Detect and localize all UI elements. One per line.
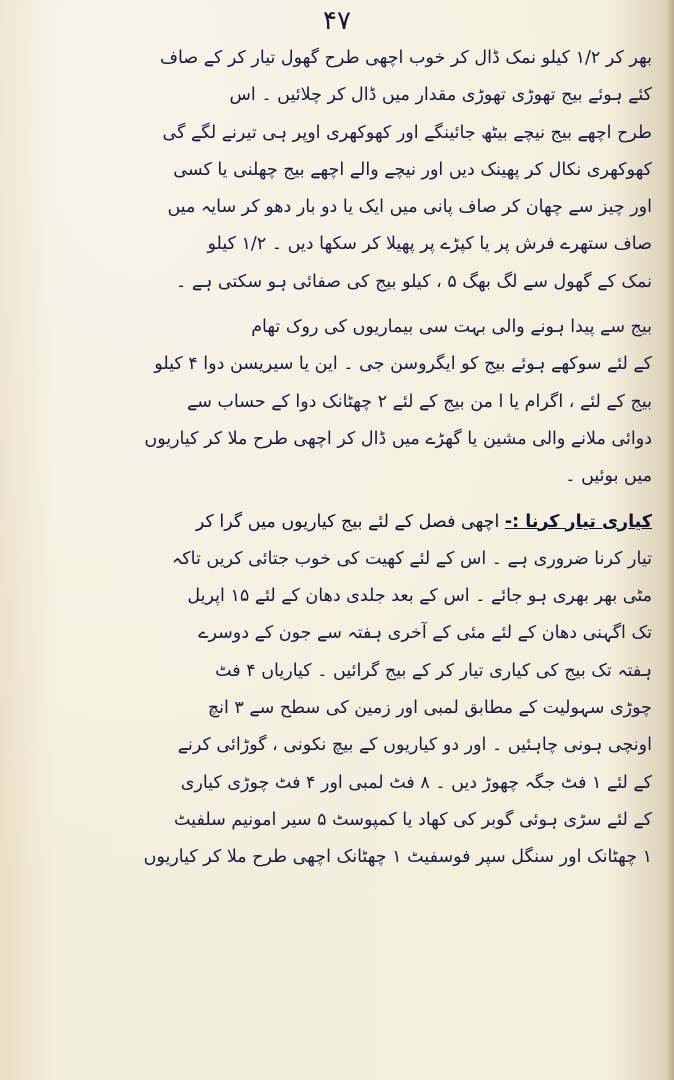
text-line: اونچی ہونی چاہئیں ۔ اور دو کیاریوں کے بیچ نکونی ، گوڑائی کرنے [177, 735, 652, 756]
section-heading-term: کیاری تیار کرنا :- [504, 511, 652, 532]
text-line: چوڑی سہولیت کے مطابق لمبی اور زمین کی سطح سے ۳ انچ [207, 698, 652, 719]
text-line: ۱ چھٹانک اور سنگل سپر فوسفیٹ ۱ چھٹانک اچھی طرح ملا کر کیاریوں [143, 847, 652, 868]
page-number: ۴۷ [323, 6, 351, 36]
body-text [26, 40, 652, 877]
text-line: کھوکھری نکال کر پھینک دیں اور نیچے والے اچھے بیج چھلنی یا کسی [173, 159, 652, 180]
text-line: اور چیز سے چھان کر صاف پانی میں ایک یا دو بار دھو کر سایہ میں [167, 197, 652, 218]
text-line: تک اگہنی دھان کے لئے مئی کے آخری ہفتہ سے جون کے دوسرے [198, 623, 652, 644]
text-line: کے لئے ۱ فٹ جگہ چھوڑ دیں ۔ ۸ فٹ لمبی اور ۴ فٹ چوڑی کیاری [180, 772, 652, 793]
text-line: دوائی ملانے والی مشین یا گھڑے میں ڈال کر اچھی طرح ملا کر کیاریوں [144, 428, 652, 449]
text-line: کئے ہوئے بیج تھوڑی تھوڑی مقدار میں ڈال کر چلائیں ۔ اس [229, 85, 652, 106]
text-line: میں بوئیں ۔ [565, 466, 652, 487]
page-edge-shadow [666, 0, 674, 1080]
text-line: بھر کر ۱/۲ کیلو نمک ڈال کر خوب اچھی طرح گھول تیار کر کے صاف [159, 48, 652, 68]
text-line: صاف ستھرے فرش پر یا کپڑے پر پھیلا کر سکھا دیں ۔ ۱/۲ کیلو [207, 234, 652, 255]
text-line: بیج کے لئے ، اگرام یا ا من بیج کے لئے ۲ چھٹانک دوا کے حساب سے [186, 391, 652, 412]
text-line: طرح اچھے بیج نیچے بیٹھ جائینگے اور کھوکھری اوپر ہی تیرنے لگے گی [162, 122, 652, 143]
text-line: مٹی بھر بھری ہو جائے ۔ اس کے بعد جلدی دھان کے لئے ۱۵ اپریل [187, 586, 652, 607]
text-line: کے لئے سوکھے ہوئے بیج کو ایگروسن جی ۔ این یا سیریسن دوا ۴ کیلو [154, 354, 652, 375]
text-line: کے لئے سڑی ہوئی گوبر کی کھاد یا کمپوسٹ ۵ سیر امونیم سلفیٹ [174, 809, 652, 830]
text-line: تیار کرنا ضروری ہے ۔ اس کے لئے کھیت کی خوب جتائی کریں تاکہ [172, 548, 652, 569]
text-line: ہفتہ تک بیج کی کیاری تیار کر کے بیج گرائیں ۔ کیاریاں ۴ فٹ [215, 660, 652, 681]
section-heading-line [26, 504, 652, 541]
text-line: نمک کے گھول سے لگ بھگ ۵ ، کیلو بیج کی صفائی ہو سکتی ہے ۔ [176, 271, 652, 292]
section-heading-rest: اچھی فصل کے لئے بیج کیاریوں میں گرا کر [195, 511, 505, 532]
text-line: بیج سے پیدا ہونے والی بہت سی بیماریوں کی روک تھام [251, 317, 652, 338]
